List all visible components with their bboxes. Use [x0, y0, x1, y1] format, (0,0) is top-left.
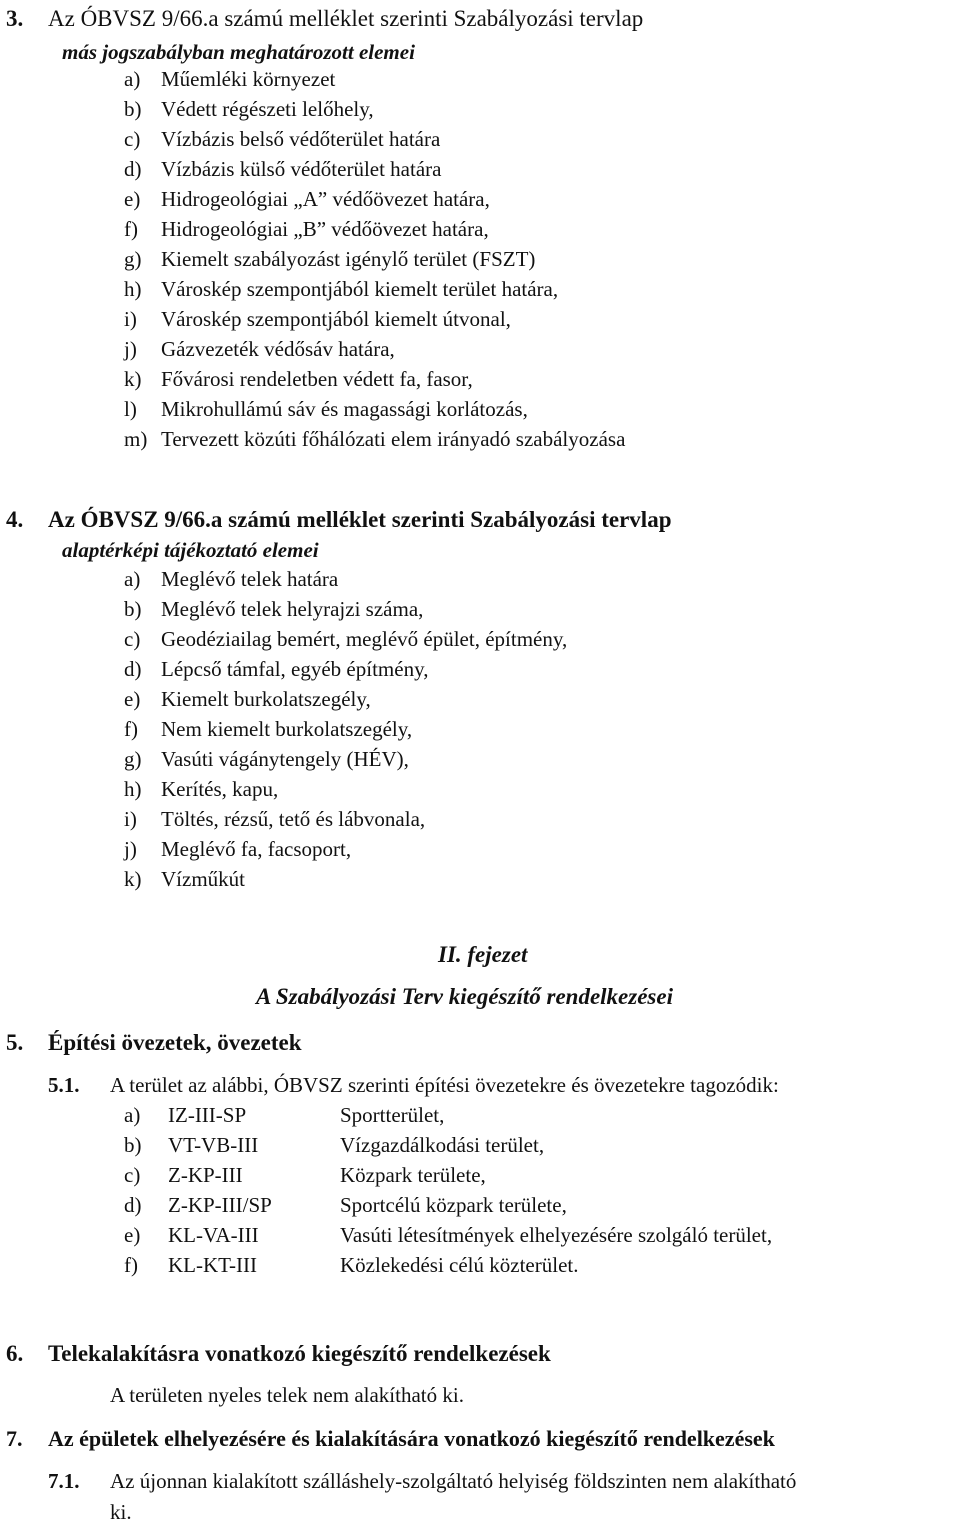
list-item [124, 564, 567, 594]
list-item-text: Védett régészeti lelőhely, [161, 97, 374, 121]
zone-name: Vasúti létesítmények elhelyezésére szolgáló terület, [340, 1223, 773, 1247]
zone-row [124, 1160, 772, 1190]
list-item-letter: f) [124, 217, 138, 241]
list-item-letter: a) [124, 567, 141, 591]
list-item [124, 364, 625, 394]
list-item-text: Meglévő fa, facsoport, [161, 837, 352, 861]
list-item [124, 94, 625, 124]
zone-code: VT-VB-III [168, 1133, 259, 1157]
section-5-1-paragraph [48, 1070, 779, 1100]
section-3-title: Az ÓBVSZ 9/66.a számú melléklet szerinti Szabályozási tervlap [48, 6, 644, 31]
list-item [124, 654, 567, 684]
list-item [124, 64, 625, 94]
list-item-text: Vízbázis belső védőterület határa [161, 127, 441, 151]
zone-row [124, 1250, 772, 1280]
section-7-1-text-continued: ki. [110, 1500, 132, 1524]
list-item-text: Tervezett közúti főhálózati elem irányadó szabályozása [161, 427, 626, 451]
zone-code: Z-KP-III/SP [168, 1193, 272, 1217]
zone-letter: d) [124, 1193, 142, 1217]
list-item-text: Vízműkút [161, 867, 245, 891]
list-item-letter: k) [124, 867, 142, 891]
list-item [124, 154, 625, 184]
list-item [124, 684, 567, 714]
list-item-letter: c) [124, 127, 141, 151]
list-item-text: Kiemelt szabályozást igénylő terület (FSZT) [161, 247, 536, 271]
list-item-text: Városkép szempontjából kiemelt útvonal, [161, 307, 511, 331]
list-item-text: Hidrogeológiai „A” védőövezet határa, [161, 187, 490, 211]
section-6-title: Telekalakításra vonatkozó kiegészítő rendelkezések [48, 1341, 551, 1366]
section-7-number: 7. [6, 1426, 23, 1451]
section-3-list [124, 64, 625, 454]
list-item-letter: d) [124, 657, 142, 681]
list-item-letter: f) [124, 717, 138, 741]
section-4-heading [6, 505, 672, 535]
list-item-letter: j) [124, 337, 137, 361]
zone-letter: c) [124, 1163, 141, 1187]
list-item-text: Töltés, rézsű, tető és lábvonala, [161, 807, 426, 831]
section-7-1-paragraph [48, 1466, 796, 1496]
list-item [124, 834, 567, 864]
list-item-letter: l) [124, 397, 137, 421]
list-item [124, 274, 625, 304]
list-item-text: Kerítés, kapu, [161, 777, 279, 801]
zone-row [124, 1100, 772, 1130]
zone-name: Közlekedési célú közterület. [340, 1253, 579, 1277]
list-item [124, 334, 625, 364]
section-3-heading [6, 4, 643, 34]
list-item [124, 864, 567, 894]
zone-code: KL-VA-III [168, 1223, 259, 1247]
list-item-letter: g) [124, 747, 142, 771]
zone-letter: a) [124, 1103, 141, 1127]
list-item-text: Hidrogeológiai „B” védőövezet határa, [161, 217, 489, 241]
list-item-letter: e) [124, 187, 141, 211]
section-4-title: Az ÓBVSZ 9/66.a számú melléklet szerinti Szabályozási tervlap [48, 507, 672, 532]
list-item-text: Lépcső támfal, egyéb építmény, [161, 657, 429, 681]
section-6-heading [6, 1339, 551, 1369]
section-5-heading [6, 1028, 302, 1058]
zone-name: Közpark területe, [340, 1163, 486, 1187]
list-item [124, 714, 567, 744]
zone-letter: b) [124, 1133, 142, 1157]
list-item [124, 744, 567, 774]
list-item-letter: a) [124, 67, 141, 91]
list-item-letter: g) [124, 247, 142, 271]
list-item [124, 124, 625, 154]
list-item-letter: e) [124, 687, 141, 711]
list-item [124, 394, 625, 424]
list-item [124, 184, 625, 214]
list-item [124, 424, 625, 454]
list-item-letter: b) [124, 97, 142, 121]
list-item-text: Vízbázis külső védőterület határa [161, 157, 442, 181]
list-item [124, 214, 625, 244]
zone-name: Vízgazdálkodási terület, [340, 1133, 545, 1157]
list-item-text: Vasúti vágánytengely (HÉV), [161, 747, 409, 771]
zone-row [124, 1190, 772, 1220]
section-7-1-number: 7.1. [48, 1469, 80, 1493]
list-item-letter: h) [124, 777, 142, 801]
section-4-subtitle: alaptérképi tájékoztató elemei [62, 538, 319, 562]
section-6-text: A területen nyeles telek nem alakítható ki. [110, 1383, 464, 1407]
list-item-text: Nem kiemelt burkolatszegély, [161, 717, 413, 741]
section-7-title: Az épületek elhelyezésére és kialakítására vonatkozó kiegészítő rendelkezések [48, 1426, 775, 1451]
section-3-number: 3. [6, 6, 24, 31]
list-item [124, 804, 567, 834]
section-5-1-number: 5.1. [48, 1073, 80, 1097]
list-item-text: Gázvezeték védősáv határa, [161, 337, 395, 361]
chapter-title: A Szabályozási Terv kiegészítő rendelkezései [256, 984, 673, 1009]
zone-code: IZ-III-SP [168, 1103, 247, 1127]
zone-name: Sportcélú közpark területe, [340, 1193, 567, 1217]
section-5-number: 5. [6, 1030, 24, 1055]
list-item-letter: d) [124, 157, 142, 181]
zone-code: Z-KP-III [168, 1163, 243, 1187]
list-item-letter: c) [124, 627, 141, 651]
section-3-subtitle: más jogszabályban meghatározott elemei [62, 40, 415, 64]
zone-row [124, 1220, 772, 1250]
zone-list [124, 1100, 772, 1280]
list-item-text: Kiemelt burkolatszegély, [161, 687, 371, 711]
list-item-text: Mikrohullámú sáv és magassági korlátozás, [161, 397, 528, 421]
list-item [124, 624, 567, 654]
list-item-letter: b) [124, 597, 142, 621]
zone-letter: e) [124, 1223, 141, 1247]
list-item-text: Fővárosi rendeletben védett fa, fasor, [161, 367, 473, 391]
list-item-text: Városkép szempontjából kiemelt terület határa, [161, 277, 559, 301]
list-item [124, 594, 567, 624]
section-6-number: 6. [6, 1341, 24, 1366]
list-item-text: Geodéziailag bemért, meglévő épület, építmény, [161, 627, 568, 651]
list-item-letter: j) [124, 837, 137, 861]
list-item [124, 244, 625, 274]
chapter-number: II. fejezet [438, 942, 528, 967]
list-item-text: Meglévő telek határa [161, 567, 339, 591]
list-item-text: Műemléki környezet [161, 67, 336, 91]
zone-row [124, 1130, 772, 1160]
list-item-letter: h) [124, 277, 142, 301]
section-5-title: Építési övezetek, övezetek [48, 1030, 302, 1055]
list-item-letter: m) [124, 427, 148, 451]
zone-name: Sportterület, [340, 1103, 445, 1127]
list-item [124, 774, 567, 804]
section-4-number: 4. [6, 507, 24, 532]
list-item-letter: k) [124, 367, 142, 391]
section-7-1-text: Az újonnan kialakított szálláshely-szolgáltató helyiség földszinten nem alakítható [110, 1469, 797, 1493]
list-item [124, 304, 625, 334]
section-5-1-text: A terület az alábbi, ÓBVSZ szerinti építési övezetekre és övezetekre tagozódik: [110, 1073, 779, 1097]
section-7-heading [6, 1424, 775, 1454]
list-item-text: Meglévő telek helyrajzi száma, [161, 597, 424, 621]
list-item-letter: i) [124, 807, 137, 831]
section-4-list [124, 564, 567, 894]
zone-code: KL-KT-III [168, 1253, 258, 1277]
zone-letter: f) [124, 1253, 138, 1277]
list-item-letter: i) [124, 307, 137, 331]
